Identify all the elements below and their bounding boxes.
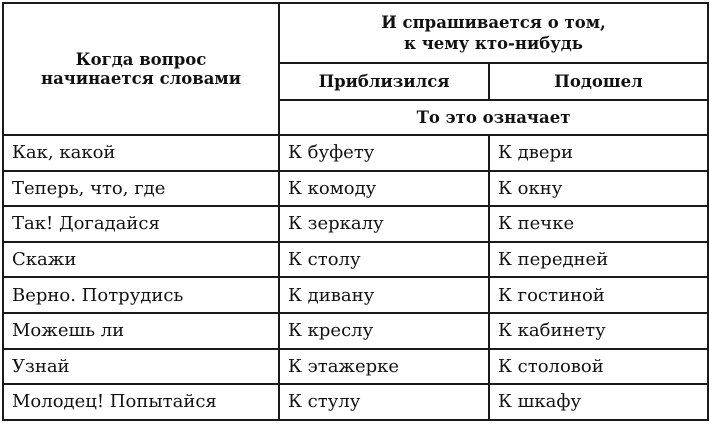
header-top-line1: И спрашивается о том, — [381, 13, 606, 32]
cell-phrase: Молодец! Попытайся — [3, 384, 279, 420]
cell-phrase: Можешь ли — [3, 313, 279, 349]
cell-approached: К дивану — [279, 277, 489, 313]
cell-phrase: Верно. Потрудись — [3, 277, 279, 313]
cell-phrase: Узнай — [3, 349, 279, 385]
header-top-line2: к чему кто-нибудь — [404, 34, 583, 53]
header-asked-about — [279, 3, 708, 63]
table-row — [3, 349, 708, 385]
table-row — [3, 206, 708, 242]
cell-approached: К комоду — [279, 171, 489, 207]
table-row — [3, 384, 708, 420]
header-left-line1: Когда вопрос — [75, 50, 207, 69]
cell-phrase: Как, какой — [3, 135, 279, 171]
code-table-wrapper — [2, 2, 709, 421]
table-row — [3, 242, 708, 278]
header-approached: Приблизился — [279, 63, 489, 100]
header-means: То это означает — [279, 100, 708, 135]
header-left-line2: начинается словами — [41, 69, 241, 88]
cell-came-up: К печке — [489, 206, 708, 242]
cell-phrase: Скажи — [3, 242, 279, 278]
cell-approached: К креслу — [279, 313, 489, 349]
cell-came-up: К двери — [489, 135, 708, 171]
header-came-up: Подошел — [489, 63, 708, 100]
code-table — [2, 2, 709, 421]
header-question-start — [3, 3, 279, 135]
cell-approached: К зеркалу — [279, 206, 489, 242]
cell-came-up: К передней — [489, 242, 708, 278]
cell-came-up: К столовой — [489, 349, 708, 385]
cell-came-up: К окну — [489, 171, 708, 207]
cell-approached: К этажерке — [279, 349, 489, 385]
cell-came-up: К кабинету — [489, 313, 708, 349]
cell-approached: К столу — [279, 242, 489, 278]
table-row — [3, 135, 708, 171]
cell-phrase: Так! Догадайся — [3, 206, 279, 242]
table-row — [3, 171, 708, 207]
cell-came-up: К шкафу — [489, 384, 708, 420]
table-row — [3, 313, 708, 349]
cell-approached: К буфету — [279, 135, 489, 171]
table-row — [3, 277, 708, 313]
cell-came-up: К гостиной — [489, 277, 708, 313]
cell-phrase: Теперь, что, где — [3, 171, 279, 207]
cell-approached: К стулу — [279, 384, 489, 420]
table-body — [3, 135, 708, 420]
